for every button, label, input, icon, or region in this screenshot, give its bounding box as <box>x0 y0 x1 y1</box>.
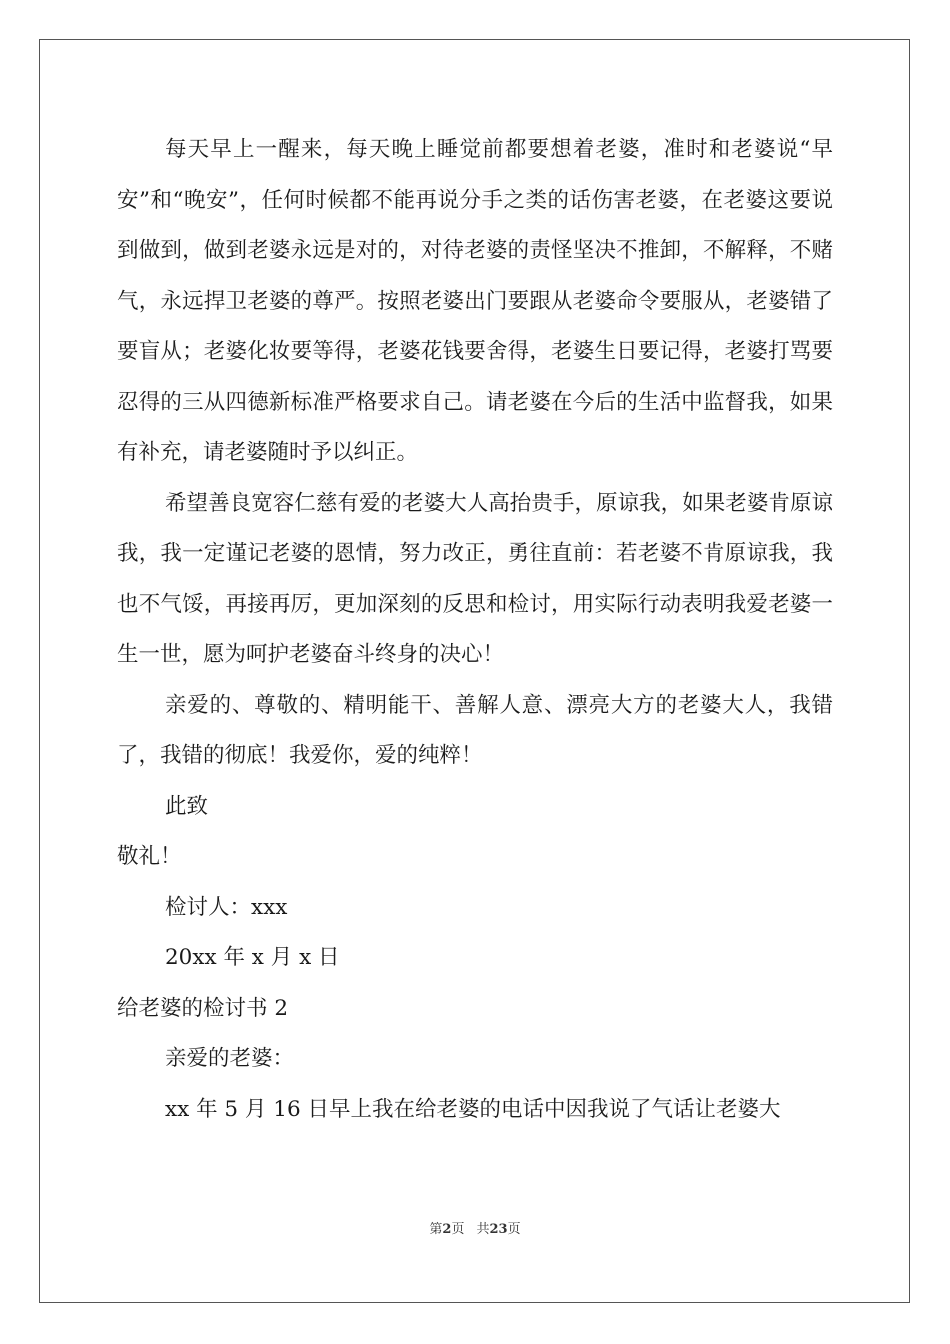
paragraph-1: 每天早上一醒来，每天晚上睡觉前都要想着老婆，准时和老婆说“早安”和“晚安”，任何时候都不能再说分手之类的话伤害老婆，在老婆这要说到做到，做到老婆永远是对的，对待老婆的责怪坚决不推卸，不解释，不赌气，永远捍卫老婆的尊严。按照老婆出门要跟从老婆命令要服从，老婆错了要盲从；老婆化妆要等得，老婆花钱要舍得，老婆生日要记得，老婆打骂要忍得的三从四德新标准严格要求自己。请老婆在今后的生活中监督我，如果有补充，请老婆随时予以纠正。 <box>117 137 833 465</box>
document-body <box>117 125 833 1135</box>
page-prefix: 第 <box>429 1222 443 1237</box>
signer-line: 检讨人：xxx <box>165 894 288 920</box>
date-line: 20xx 年 x 月 x 日 <box>165 945 340 970</box>
total-prefix: 共 <box>476 1222 490 1237</box>
page-total: 23 <box>489 1222 508 1237</box>
section-title: 给老婆的检讨书 2 <box>117 995 289 1021</box>
page-footer <box>0 1218 950 1237</box>
page-unit: 页 <box>451 1222 465 1237</box>
paragraph-3: 亲爱的、尊敬的、精明能干、善解人意、漂亮大方的老婆大人，我错了，我错的彻底！我爱你，爱的纯粹！ <box>117 692 833 768</box>
paragraph-2: 希望善良宽容仁慈有爱的老婆大人高抬贵手，原谅我，如果老婆肯原谅我，我一定谨记老婆的恩情，努力改正，勇往直前：若老婆不肯原谅我，我也不气馁，再接再厉，更加深刻的反思和检讨，用实际行动表明我爱老婆一生一世，愿为呵护老婆奋斗终身的决心！ <box>117 490 833 667</box>
page-current: 2 <box>442 1222 452 1237</box>
salute-line: 敬礼！ <box>117 844 182 869</box>
closing-line: 此致 <box>165 793 209 819</box>
greeting-line: 亲爱的老婆： <box>165 1046 295 1071</box>
total-unit: 页 <box>507 1222 521 1237</box>
paragraph-4: xx 年 5 月 16 日早上我在给老婆的电话中因我说了气话让老婆大 <box>165 1096 781 1122</box>
